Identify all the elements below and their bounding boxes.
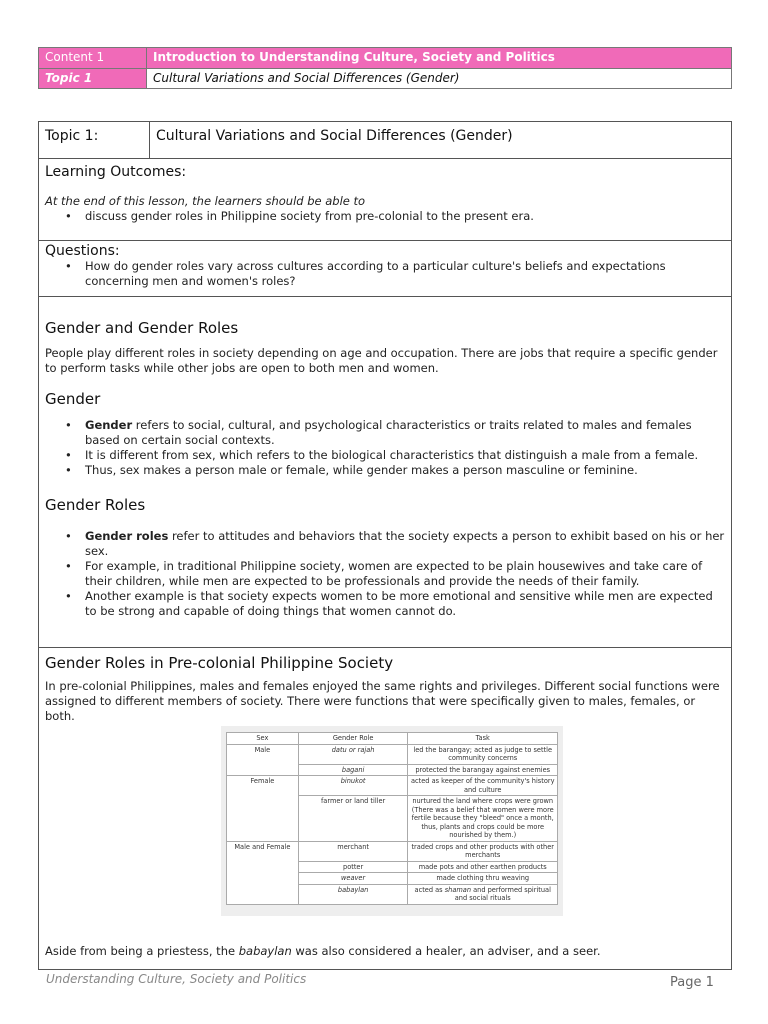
learning-outcomes-section (39, 158, 731, 240)
precolonial-paragraph: In pre-colonial Philippines, males and females enjoyed the same rights and privileges. Different social functions were assigned to different members of society. There were functions that were specifically given to males, females, or both. (45, 679, 720, 723)
learning-outcome-item: • discuss gender roles in Philippine society from pre-colonial to the present era. (39, 209, 725, 224)
table-cell-role: babaylan (298, 884, 408, 904)
header-row-topic (39, 68, 731, 88)
table-header-row (227, 733, 558, 745)
header-topic-label: Topic 1 (39, 69, 147, 88)
gender-item: • Gender refers to social, cultural, and psychological characteristics or traits related to males and females based on certain social contexts. (39, 418, 725, 448)
learning-outcomes-intro: At the end of this lesson, the learners should be able to (45, 194, 366, 208)
table-cell-sex: Male and Female (227, 841, 299, 904)
table-cell-role: potter (298, 861, 408, 873)
table-cell-role: merchant (298, 841, 408, 861)
table-cell-sex: Male (227, 744, 299, 776)
gender-heading: Gender (45, 390, 101, 408)
question-item: • How do gender roles vary across cultures according to a particular culture's beliefs and expectations concerning men and women's roles? (39, 259, 725, 289)
table-cell-role: weaver (298, 873, 408, 885)
gender-and-roles-paragraph: People play different roles in society depending on age and occupation. There are jobs that require a specific gender to perform tasks while other jobs are open to both men and women. (45, 346, 718, 375)
table-header-task: Task (408, 733, 558, 745)
table-cell-task: protected the barangay against enemies (408, 764, 558, 776)
table-row (227, 841, 558, 861)
table-cell-task: made clothing thru weaving (408, 873, 558, 885)
gender-roles-table-figure (221, 726, 563, 916)
topic-row (39, 122, 731, 158)
table-cell-task: acted as keeper of the community's history and culture (408, 776, 558, 796)
table-header-sex: Sex (227, 733, 299, 745)
table-cell-task: acted as shaman and performed spiritual and social rituals (408, 884, 558, 904)
gender-item: • It is different from sex, which refers to the biological characteristics that distinguish a male from a female. (39, 448, 725, 463)
gender-roles-item: • Another example is that society expects women to be more emotional and sensitive while men are expected to be strong and capable of doing things that women cannot do. (39, 589, 725, 619)
table-cell-role: farmer or land tiller (298, 796, 408, 842)
header-topic-title: Cultural Variations and Social Differences (Gender) (147, 69, 731, 88)
table-cell-task: led the barangay; acted as judge to settle community concerns (408, 744, 558, 764)
babaylan-paragraph: Aside from being a priestess, the babaylan was also considered a healer, an adviser, and a seer. (45, 944, 601, 958)
topic-title: Cultural Variations and Social Differences (Gender) (156, 128, 513, 144)
lesson-box (38, 121, 732, 970)
precolonial-heading: Gender Roles in Pre-colonial Philippine Society (45, 654, 394, 672)
gender-section (39, 296, 731, 647)
table-cell-task: traded crops and other products with other merchants (408, 841, 558, 861)
table-cell-role: binukot (298, 776, 408, 796)
gender-roles-item: • For example, in traditional Philippine society, women are expected to be plain housewives and take care of their children, while men are expected to be professionals and provide the needs of their family. (39, 559, 725, 589)
header-content-title: Introduction to Understanding Culture, Society and Politics (147, 48, 731, 68)
table-row (227, 776, 558, 796)
table-header-role: Gender Role (298, 733, 408, 745)
header-row-content (39, 48, 731, 68)
questions-heading: Questions: (45, 243, 120, 259)
page-number: Page 1 (670, 975, 714, 990)
table-cell-task: nurtured the land where crops were grown (There was a belief that women were more fertile because they "bleed" once a month, thus, plants and crops could be more nourished by them.) (408, 796, 558, 842)
table-cell-role: datu or rajah (298, 744, 408, 764)
questions-section (39, 240, 731, 296)
document-header (38, 47, 732, 89)
table-row (227, 744, 558, 764)
table-cell-sex: Female (227, 776, 299, 842)
gender-item: • Thus, sex makes a person male or female, while gender makes a person masculine or feminine. (39, 463, 725, 478)
header-content-label: Content 1 (39, 48, 147, 68)
gender-roles-item: • Gender roles refer to attitudes and behaviors that the society expects a person to exhibit based on his or her sex. (39, 529, 725, 559)
gender-roles-table (226, 732, 558, 905)
learning-outcomes-heading: Learning Outcomes: (45, 164, 187, 180)
topic-label: Topic 1: (39, 122, 150, 158)
footer-course-title: Understanding Culture, Society and Politics (46, 972, 307, 986)
gender-and-roles-heading: Gender and Gender Roles (45, 319, 239, 337)
gender-roles-heading: Gender Roles (45, 496, 146, 514)
table-cell-role: bagani (298, 764, 408, 776)
table-cell-task: made pots and other earthen products (408, 861, 558, 873)
